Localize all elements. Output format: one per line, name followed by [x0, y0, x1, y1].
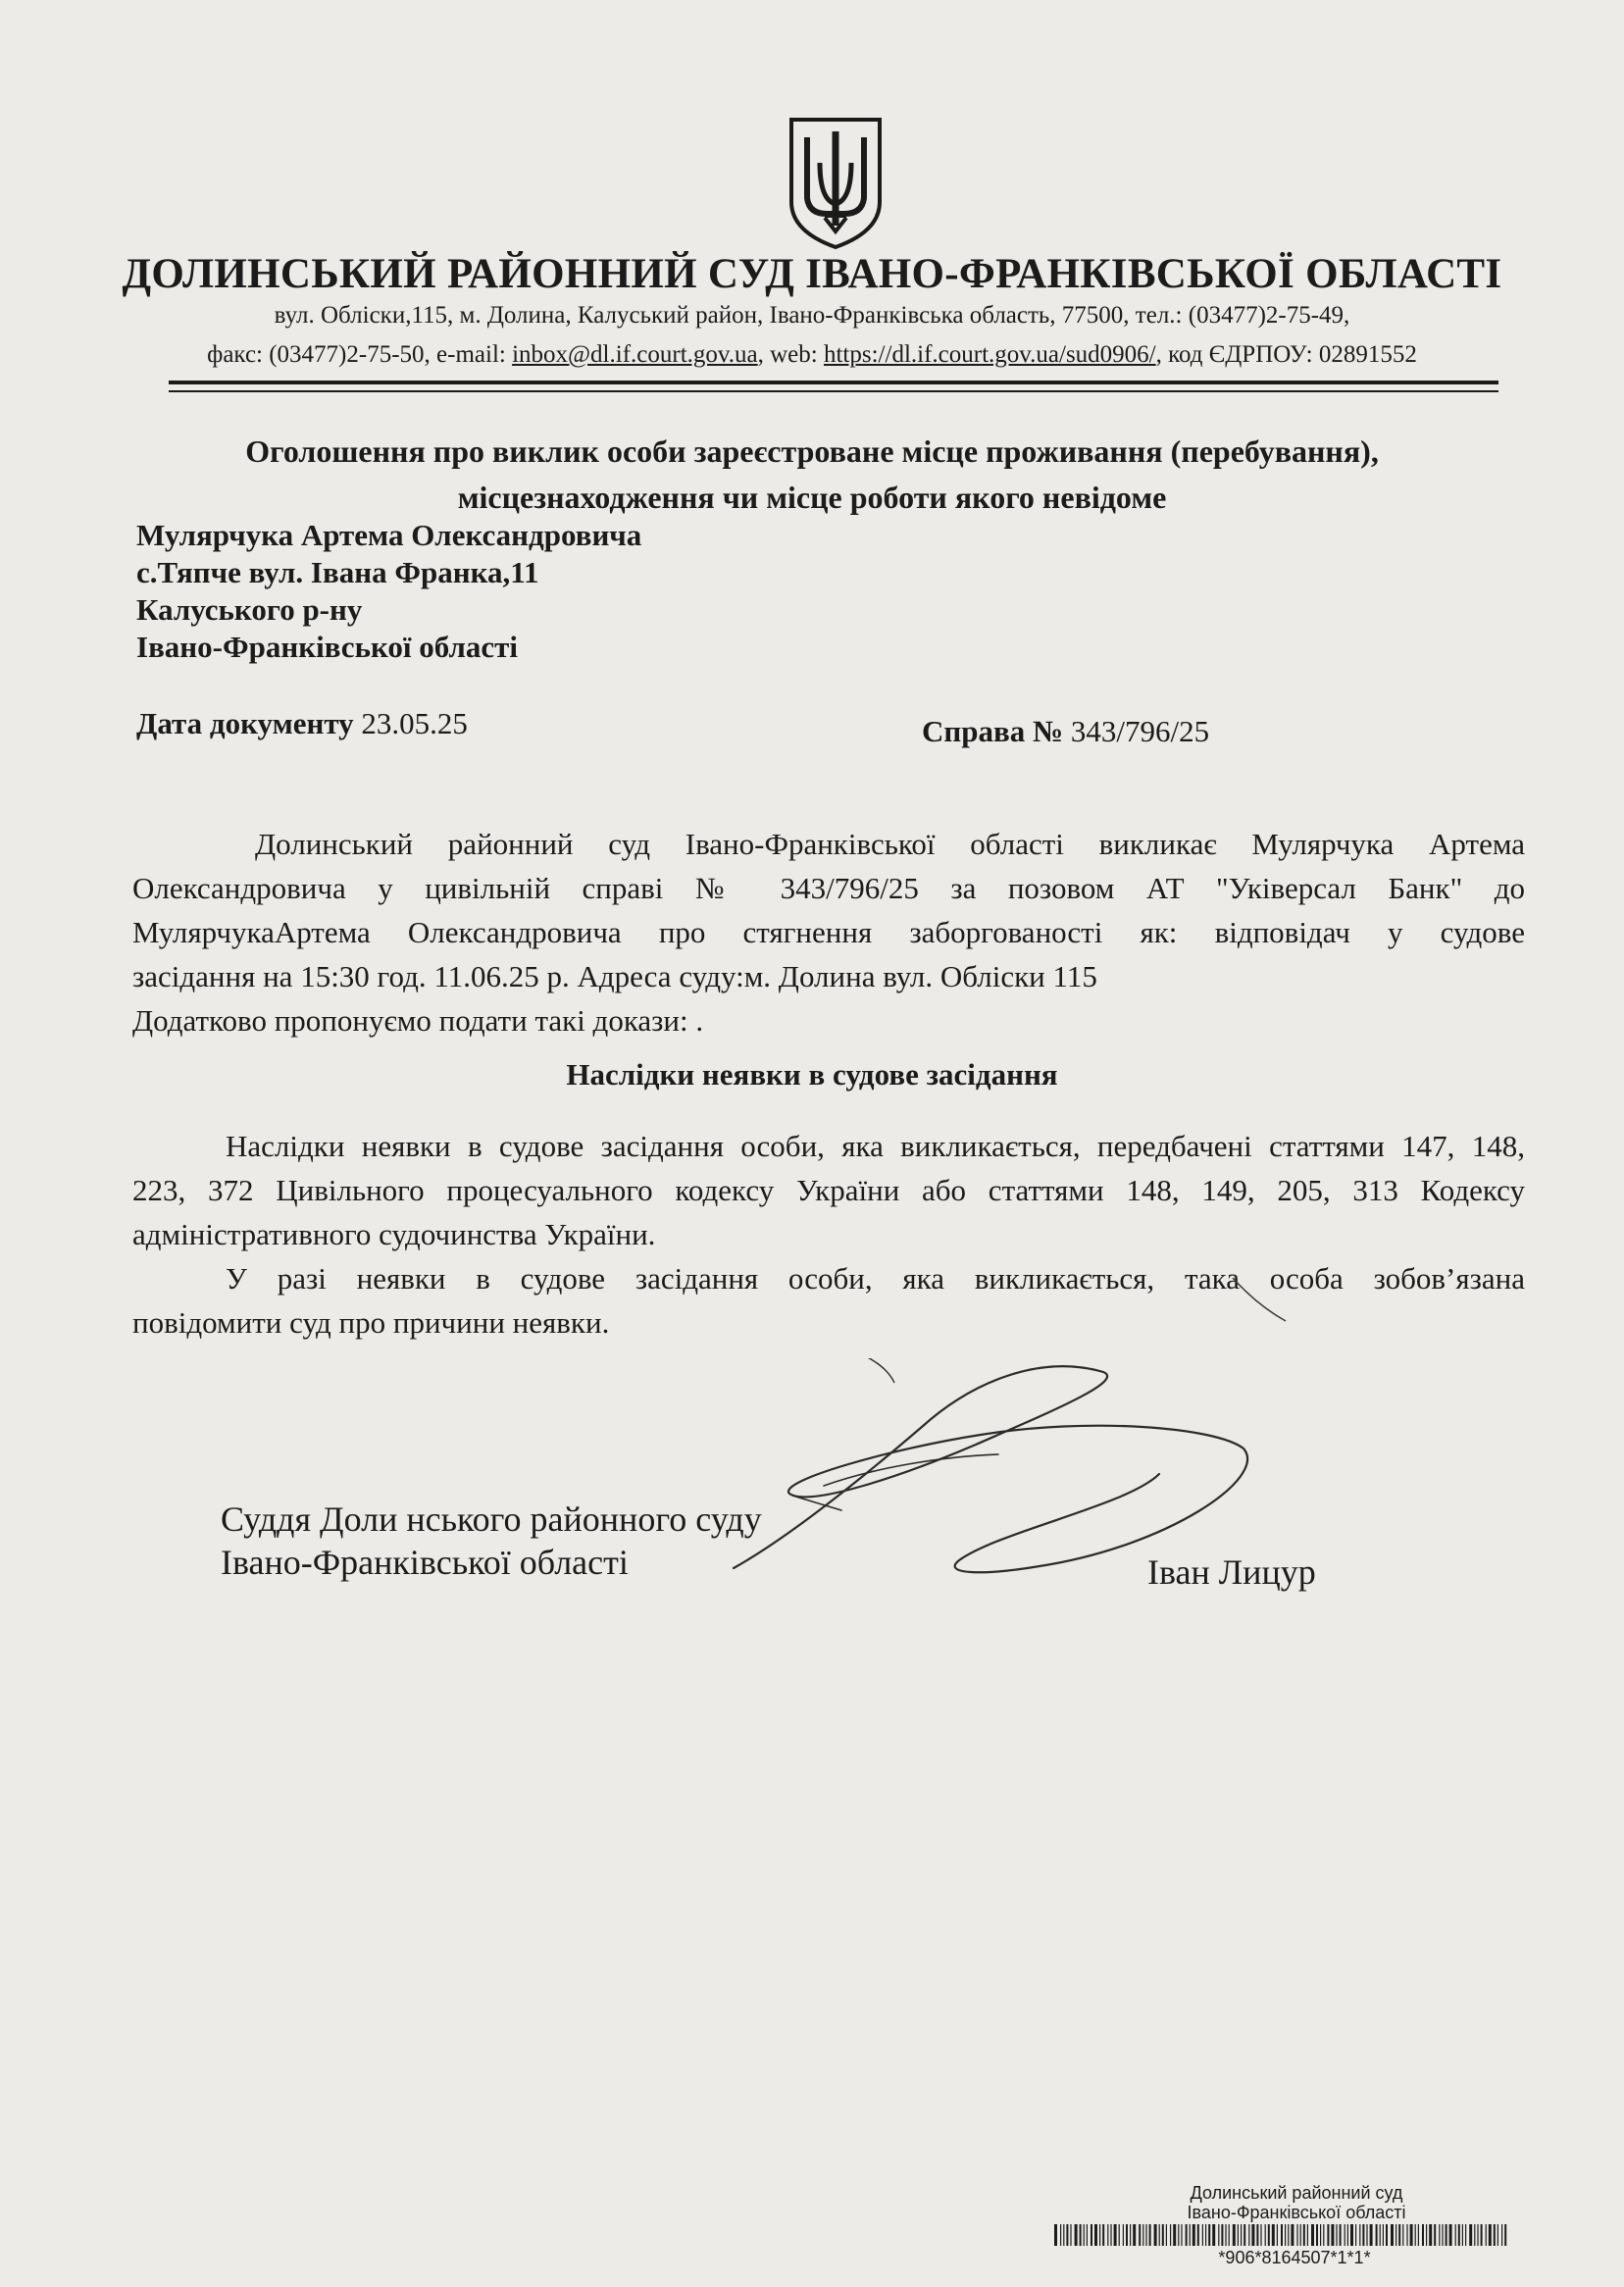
pen-stroke-mark: [1231, 1270, 1290, 1329]
footer-court-name: Долинський районний суд: [1190, 2183, 1403, 2203]
paragraph-line: Наслідки неявки в судове засідання особи, яка викликається, передбачені статтями 147, 148,: [226, 1129, 1525, 1163]
header-rule-thin: [169, 390, 1498, 392]
coat-of-arms-emblem: [787, 116, 884, 251]
barcode-number: *906*8164507*1*1*: [1218, 2248, 1371, 2267]
court-contacts: [0, 341, 1624, 369]
web-label: , web:: [757, 341, 824, 368]
paragraph-line: Долинський районний суд Івано-Франківської області викликає Мулярчука Артема: [255, 827, 1525, 861]
paragraph-line: 223, 372 Цивільного процесуального кодексу України або статтями 148, 149, 205, 313 Кодексу: [132, 1173, 1525, 1207]
paragraph-line: засідання на 15:30 год. 11.06.25 р. Адреса суду:м. Долина вул. Обліски 115: [132, 959, 1097, 993]
court-name-heading: ДОЛИНСЬКИЙ РАЙОННИЙ СУД ІВАНО-ФРАНКІВСЬКОЇ ОБЛАСТІ: [122, 251, 1502, 297]
summons-paragraph: [132, 822, 1525, 1042]
recipient-region: Івано-Франківської області: [136, 630, 518, 664]
handwritten-signature: [716, 1358, 1265, 1613]
footer-court-region: Івано-Франківської області: [1187, 2203, 1406, 2222]
date-value: 23.05.25: [353, 706, 468, 740]
consequences-paragraph: [132, 1124, 1525, 1345]
paragraph-line: МулярчукаАртема Олександровича про стягнення заборгованості як: відповідач у судове: [132, 915, 1525, 949]
paragraph-line: адміністративного судочинства України.: [132, 1217, 656, 1251]
case-label: Справа №: [922, 714, 1064, 748]
date-label: Дата документу: [136, 706, 354, 740]
paragraph-line: У разі неявки в судове засідання особи, яка викликається, така особа зобов’язана: [226, 1261, 1525, 1296]
fax-text: факс: (03477)2-75-50, e-mail:: [207, 341, 513, 368]
website-link[interactable]: https://dl.if.court.gov.ua/sud0906/: [823, 341, 1156, 368]
recipient-street: с.Тяпче вул. Івана Франка,11: [136, 555, 539, 589]
edrpou-code: , код ЄДРПОУ: 02891552: [1155, 341, 1417, 368]
email-link[interactable]: inbox@dl.if.court.gov.ua: [512, 341, 758, 368]
paragraph-line: повідомити суд про причини неявки.: [132, 1305, 610, 1340]
judge-title-line1: Суддя Доли нського районного суду: [221, 1499, 762, 1539]
document-date: [136, 706, 468, 741]
recipient-district: Калуського р-ну: [136, 592, 363, 627]
judge-name: Іван Лицур: [1147, 1552, 1316, 1592]
notice-title-line1: Оголошення про виклик особи зареєстроване місце проживання (перебування),: [245, 433, 1379, 469]
evidence-request: Додатково пропонуємо подати такі докази: .: [132, 1003, 704, 1038]
document-barcode: [1054, 2224, 1510, 2246]
judge-title-line2: Івано-Франківської області: [221, 1543, 629, 1582]
case-number: [922, 714, 1209, 749]
court-address: вул. Обліски,115, м. Долина, Калуський район, Івано-Франківська область, 77500, тел.: (03477)2-75-49,: [274, 302, 1350, 329]
case-value: 343/796/25: [1063, 714, 1210, 748]
consequences-heading: Наслідки неявки в судове засідання: [566, 1057, 1058, 1092]
recipient-name: Мулярчука Артема Олександровича: [136, 518, 642, 552]
header-rule-thick: [169, 381, 1498, 384]
paragraph-line: Олександровича у цивільній справі № 343/796/25 за позовом АТ "Уківерсал Банк" до: [132, 871, 1525, 905]
notice-title-line2: місцезнаходження чи місце роботи якого невідоме: [457, 480, 1167, 515]
